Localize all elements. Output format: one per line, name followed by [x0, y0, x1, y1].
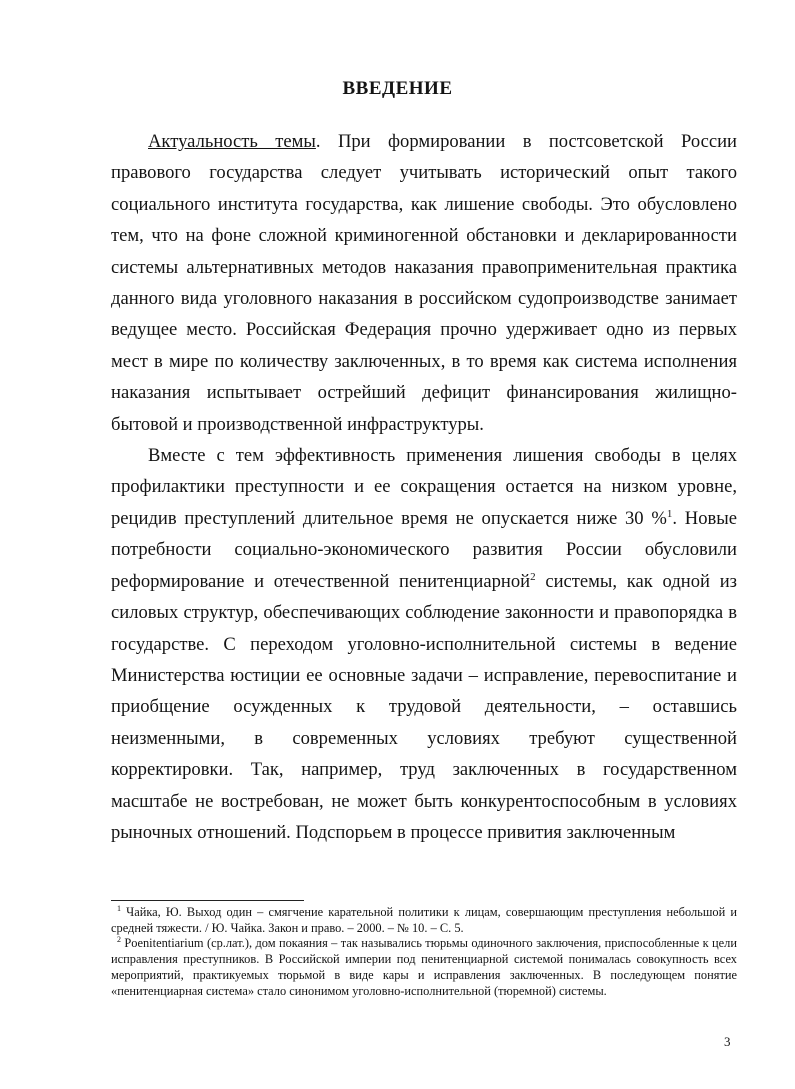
page-title: ВВЕДЕНИЕ — [342, 78, 453, 99]
footnotes — [111, 905, 737, 999]
paragraph-2 — [111, 440, 737, 848]
paragraph-1 — [111, 126, 737, 440]
footnote-1 — [111, 905, 737, 936]
paragraph-2-text-c: системы, как одной из силовых структур, обеспечивающих соблюдение законности и правопорядка в государстве. С переходом уголовно-исполнительной системы в ведение Министерства юстиции ее основные задачи – исправление, перевоспитание и приобщение осужденных к трудовой деятельности, – оставшись неизменными, в современных условиях требуют существенной корректировки. Так, например, труд заключенных в государственном масштабе не востребован, не может быть конкурентоспособным в условиях рыночных отношений. Подспорьем в процессе привития заключенным — [111, 570, 737, 843]
footnote-ref-1[interactable]: 1 — [666, 507, 673, 520]
paragraph-2-text-b: . Новые потребности социально-экономического развития России обусловили реформирование и отечественной пенитенциарной — [111, 507, 738, 592]
page-number: 3 — [724, 1034, 731, 1049]
footnote-2 — [111, 936, 737, 999]
footnote-marker-2: 2 — [117, 935, 121, 945]
footnote-1-text: Чайка, Ю. Выход один – смягчение карательной политики к лицам, совершающим преступления небольшой и средней тяжести. / Ю. Чайка. Закон и право. – 2000. – № 10. – С. 5. — [111, 905, 737, 935]
footnote-marker-1: 1 — [117, 904, 121, 913]
main-text — [111, 126, 737, 848]
footnote-divider — [111, 900, 304, 901]
paragraph-1-text: . При формировании в постсоветской России правового государства следует учитывать исторический опыт такого социального института государства, как лишение свободы. Это обусловлено тем, что на фоне сложной криминогенной обстановки и декларированности системы альтернативных методов наказания правоприменительная практика данного вида уголовного наказания в российском судопроизводстве занимает ведущее место. Российская Федерация прочно удерживает одно из первых мест в мире по количеству заключенных, в то время как система исполнения наказания испытывает острейший дефицит финансирования жилищно-бытовой и производственной инфраструктуры. — [111, 131, 737, 435]
footnote-ref-2[interactable]: 2 — [530, 570, 536, 583]
topic-relevance-heading: Актуальность темы — [148, 131, 316, 152]
paragraph-2-text-a: Вместе с тем эффективность применения лишения свободы в целях профилактики преступности и ее сокращения остается на низком уровне, рецидив преступлений длительное время не опускается ниже 30 % — [111, 445, 737, 529]
footnote-2-text: Poenitentiarium (ср.лат.), дом покаяния – так назывались тюрьмы одиночного заключения, приспособленные к цели исправления преступников. В Российской империи под пенитенциарной системой понималась совокупность всех мероприятий, практикуемых тюрьмой в виде кары и исправления заключенных. В последующем понятие «пенитенциарная система» стало синонимом уголовно-исполнительной (тюремной) системы. — [111, 936, 737, 998]
